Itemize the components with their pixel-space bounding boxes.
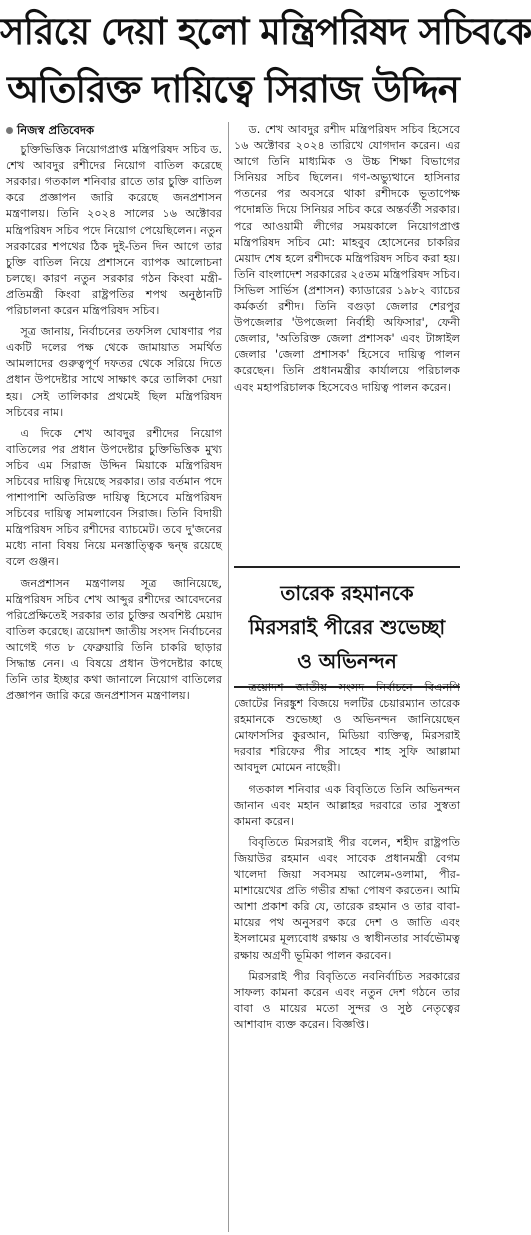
second-paragraph-1: ত্রয়োদশ জাতীয় সংসদ নির্বাচনে বিএনপি জোটের নিরঙ্কুশ বিজয়ে দলটির চেয়ারম্যান তারেক রহমানকে শুভেচ্ছা ও অভিনন্দন জানিয়েছেন মোফাসসির কুরআন, মিডিয়া ব্যক্তিত্ব, মিরসরাই দরবার শরিফের পীর সাহেব শাহ সুফি আল্লামা আবদুল মোমেন নাছেরী। bbox=[234, 681, 460, 775]
second-story-body bbox=[234, 680, 460, 1230]
main-paragraph-4: জনপ্রশাসন মন্ত্রণালয় সূত্র জানিয়েছে, মন্ত্রিপরিষদ সচিব শেখ আব্দুর রশীদের আবেদনের পরিপ্রেক্ষিতেই সরকার তার চুক্তির অবশিষ্ট মেয়াদ বাতিল করেছে। ত্রয়োদশ জাতীয় সংসদ নির্বাচনের আগেই গত ৮ ফেব্রুয়ারি তিনি চাকরি ছাড়ার সিদ্ধান্ত নেন। এ বিষয়ে প্রধান উপদেষ্টার কাছে তিনি তার ইচ্ছার কথা জানালে নিয়োগ বাতিলের প্রজ্ঞাপন জারি করে জনপ্রশাসন মন্ত্রণালয়। bbox=[6, 576, 222, 703]
main-story-continuation bbox=[234, 122, 460, 552]
second-paragraph-2: গতকাল শনিবার এক বিবৃতিতে তিনি অভিনন্দন জানান এবং মহান আল্লাহর দরবারে তার সুস্বতা কামনা করেন। bbox=[234, 782, 460, 828]
second-headline-line-2: মিরসরাই পীরের শুভেচ্ছা bbox=[248, 615, 446, 639]
second-headline-line-1: তারেক রহমানকে bbox=[280, 581, 414, 605]
byline bbox=[6, 122, 222, 138]
main-story-column-left bbox=[6, 122, 222, 1230]
bullet-icon bbox=[6, 127, 13, 134]
main-paragraph-1: চুক্তিভিত্তিক নিয়োগপ্রাপ্ত মন্ত্রিপরিষদ সচিব ড. শেখ আবদুর রশীদের নিয়োগ বাতিল করেছে সরকার। গতকাল শনিবার রাতে তার চুক্তি বাতিল করে প্রজ্ঞাপন জারি করেছে জনপ্রশাসন মন্ত্রণালয়। তিনি ২০২৪ সালের ১৬ অক্টোবর মন্ত্রিপরিষদ সচিব পদে নিয়োগ পেয়েছিলেন। নতুন সরকারের শপথের ঠিক দুই-তিন দিন আগে তার চুক্তি বাতিল নিয়ে প্রশাসনে ব্যাপক আলোচনা চলছে। কারণ নতুন সরকার গঠন কিংবা মন্ত্রী-প্রতিমন্ত্রী কিংবা রাষ্ট্রপতির শপথ অনুষ্ঠানটি পরিচালনা করেন মন্ত্রিপরিষদ সচিব। bbox=[6, 143, 222, 318]
main-paragraph-3: এ দিকে শেখ আবদুর রশীদের নিয়োগ বাতিলের পর প্রধান উপদেষ্টার চুক্তিভিত্তিক মুখ্য সচিব এম সিরাজ উদ্দিন মিয়াকে মন্ত্রিপরিষদ সচিবের দায়িত্ব দিয়েছে সরকার। তার বর্তমান পদে পাশাপাশি অতিরিক্ত দায়িত্ব হিসেবে মন্ত্রিপরিষদ সচিবের দায়িত্ব সামলাবেন সিরাজ। তিনি বিদায়ী মন্ত্রিপরিষদ সচিব রশীদের ব্যাচমেট। তবে দু'জনের মধ্যে নানা বিষয় নিয়ে মনস্তাত্ত্বিক দ্বন্দ্ব রয়েছে বলে গুঞ্জন। bbox=[6, 426, 222, 569]
column-divider bbox=[228, 122, 229, 1232]
second-story-headline bbox=[234, 566, 460, 688]
headline-line-2: অতিরিক্ত দায়িত্বে সিরাজ উদ্দিন bbox=[7, 68, 459, 111]
second-headline-line-3: ও অভিনন্দন bbox=[297, 649, 397, 673]
byline-text: নিজস্ব প্রতিবেদক bbox=[17, 123, 95, 137]
main-paragraph-5: ড. শেখ আবদুর রশীদ মন্ত্রিপরিষদ সচিব হিসেবে ১৬ অক্টোবর ২০২৪ তারিখে যোগদান করেন। এর আগে তিনি মাধ্যমিক ও উচ্চ শিক্ষা বিভাগের সিনিয়র সচিব ছিলেন। গণ-অভ্যুত্থানে হাসিনার পতনের পর অবসরে থাকা রশীদকে ভূতাপেক্ষ পদোন্নতি দিয়ে সিনিয়র সচিব করে অন্তর্বর্তী সরকার। পরে আওয়ামী লীগের সময়কালে নিয়োগপ্রাপ্ত মন্ত্রিপরিষদ সচিব মো: মাহবুব হোসেনের চাকরির মেয়াদ শেষ হলে রশীদকে মন্ত্রিপরিষদ সচিব করা হয়। তিনি বাংলাদেশ সরকারের ২৫তম মন্ত্রিপরিষদ সচিব। সিভিল সার্ভিস (প্রশাসন) ক্যাডারের ১৯৮২ ব্যাচের কর্মকর্তা রশীদ। তিনি বগুড়া জেলার শেরপুর উপজেলার 'উপজেলা নির্বাহী অফিসার', ফেনী জেলার, 'অতিরিক্ত জেলা প্রশাসক' এবং টাঙ্গাইল জেলার 'জেলা প্রশাসক' হিসেবে দায়িত্ব পালন করেছেন। তিনি প্রধানমন্ত্রীর কার্যালয়ে পরিচালক এবং মহাপরিচালক হিসেবেও দায়িত্ব পালন করেন। bbox=[234, 123, 460, 394]
main-paragraph-2: সূত্র জানায়, নির্বাচনের তফসিল ঘোষণার পর একটি দলের পক্ষ থেকে জামায়াত সমর্থিত আমলাদের গুরুত্বপূর্ণ দফতর থেকে সরিয়ে দিতে প্রধান উপদেষ্টার সাথে সাক্ষাৎ করে তালিকা দেয়া হয়। সেই তালিকার প্রথমেই ছিল মন্ত্রিপরিষদ সচিবের নাম। bbox=[6, 325, 222, 419]
main-story-column-right bbox=[234, 122, 460, 552]
second-paragraph-3: বিবৃতিতে মিরসরাই পীর বলেন, শহীদ রাষ্ট্রপতি জিয়াউর রহমান এবং সাবেক প্রধানমন্ত্রী বেগম খালেদা জিয়া সবসময় আলেম-ওলামা, পীর-মাশায়েখের প্রতি গভীর শ্রদ্ধা পোষণ করতেন। আমি আশা প্রকাশ করি যে, তারেক রহমান ও তার বাবা-মায়ের পথ অনুসরণ করে দেশ ও জাতি এবং ইসলামের মূল্যবোধ রক্ষায় ও স্বাধীনতার সার্বভৌমত্ব রক্ষায় অগ্রণী ভূমিকা পালন করবেন। bbox=[234, 835, 460, 962]
headline-line-1: সরিয়ে দেয়া হলো মন্ত্রিপরিষদ সচিবকে bbox=[0, 10, 531, 53]
second-paragraph-4: মিরসরাই পীর বিবৃতিতে নবনির্বাচিত সরকারের সাফল্য কামনা করেন এবং নতুন দেশ গঠনে তার বাবা ও মায়ের মতো সুন্দর ও সুষ্ঠ নেতৃত্বের আশাবাদ ব্যক্ত করেন। বিজ্ঞপ্তি। bbox=[234, 969, 460, 1031]
